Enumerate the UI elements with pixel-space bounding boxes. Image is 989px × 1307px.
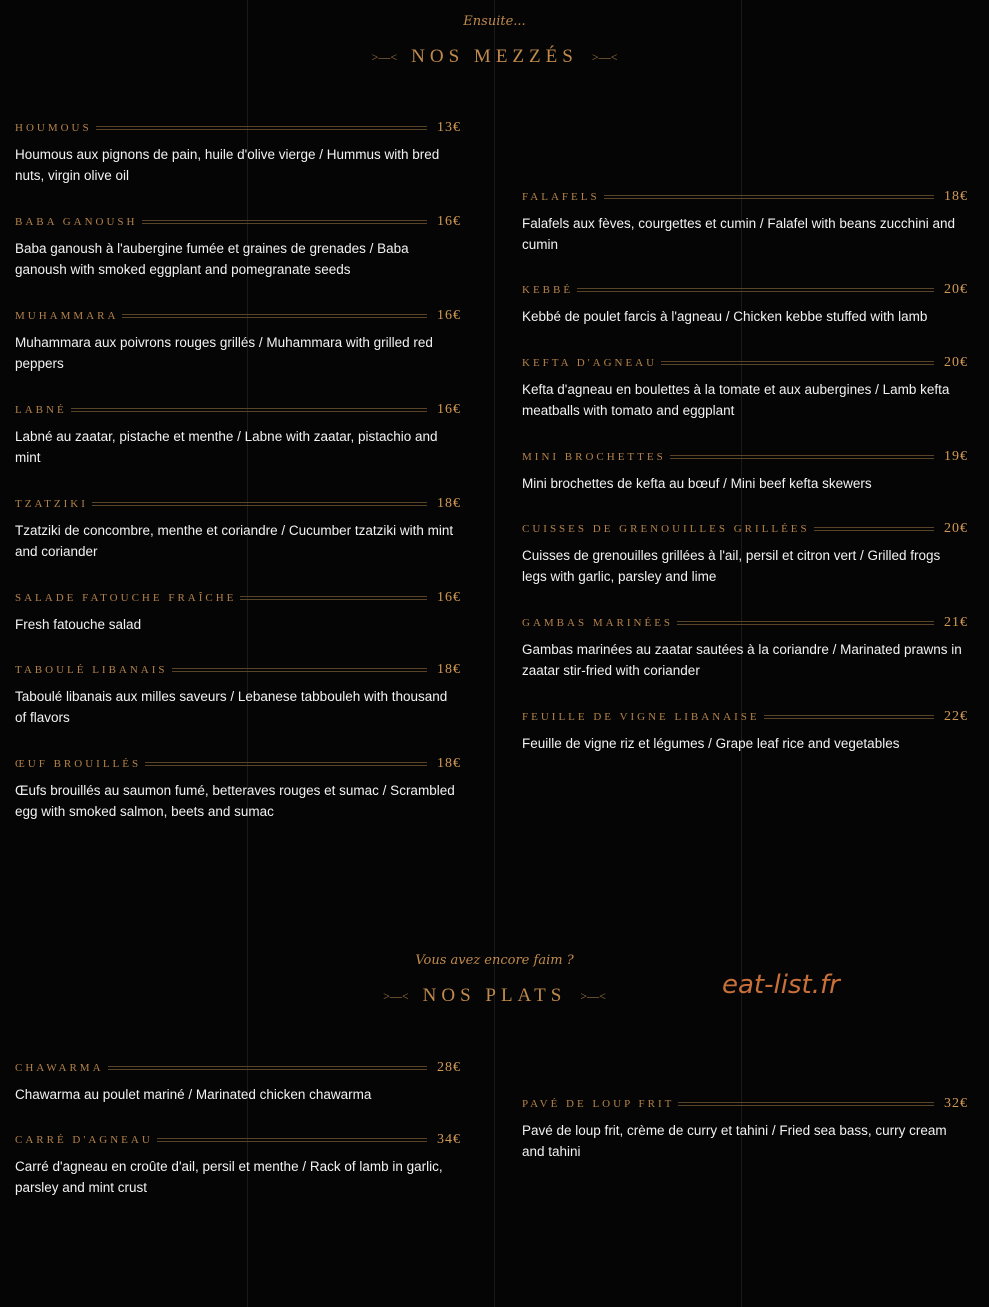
menu-item xyxy=(522,356,968,421)
menu-item-price: 18€ xyxy=(437,496,461,511)
divider xyxy=(814,527,934,531)
menu-item-name: SALADE FATOUCHE FRAÎCHE xyxy=(15,592,237,604)
mezzes-section-title xyxy=(0,46,989,68)
divider xyxy=(172,668,427,672)
menu-item-name: MINI BROCHETTES xyxy=(522,451,666,463)
menu-item-header xyxy=(522,710,968,724)
menu-item-price: 34€ xyxy=(437,1132,461,1147)
menu-item-name: KEFTA D'AGNEAU xyxy=(522,357,658,369)
menu-item-description: Labné au zaatar, pistache et menthe / Labne with zaatar, pistachio and mint xyxy=(15,429,438,465)
plats-title: NOS PLATS xyxy=(422,985,567,1006)
menu-item-header xyxy=(522,356,968,370)
divider xyxy=(764,715,934,719)
menu-item xyxy=(15,215,461,280)
divider xyxy=(71,408,427,412)
background-guide-line xyxy=(494,0,495,1307)
divider xyxy=(678,1102,934,1106)
menu-item-description: Fresh fatouche salad xyxy=(15,617,142,632)
menu-item-description: Gambas marinées au zaatar sautées à la coriandre / Marinated prawns in zaatar stir-fried with coriander xyxy=(522,642,962,678)
divider xyxy=(145,762,427,766)
menu-item-price: 16€ xyxy=(437,402,461,417)
menu-item-name: MUHAMMARA xyxy=(15,310,119,322)
menu-item xyxy=(15,591,461,635)
menu-item-header xyxy=(522,616,968,630)
divider xyxy=(157,1138,427,1142)
menu-item-name: BABA GANOUSH xyxy=(15,216,138,228)
menu-item-price: 22€ xyxy=(944,709,968,724)
menu-item-price: 18€ xyxy=(437,662,461,677)
menu-item xyxy=(522,450,968,494)
menu-item-header xyxy=(522,450,968,464)
menu-item xyxy=(522,190,968,255)
watermark: eat-list.fr xyxy=(722,970,840,1000)
menu-item-header xyxy=(15,757,461,771)
menu-item-name: KEBBÉ xyxy=(522,284,574,296)
divider xyxy=(577,288,934,292)
menu-item-name: ŒUF BROUILLÉS xyxy=(15,758,142,770)
menu-item-header xyxy=(15,309,461,323)
menu-item xyxy=(522,522,968,587)
menu-item-price: 16€ xyxy=(437,308,461,323)
menu-item-name: LABNÉ xyxy=(15,404,67,416)
divider xyxy=(661,361,934,365)
menu-item-header xyxy=(15,121,461,135)
menu-item-header xyxy=(522,190,968,204)
menu-item-price: 28€ xyxy=(437,1060,461,1075)
menu-item-name: CUISSES DE GRENOUILLES GRILLÉES xyxy=(522,523,810,535)
menu-item-header xyxy=(522,1097,968,1111)
menu-item-price: 20€ xyxy=(944,355,968,370)
background-guide-line xyxy=(247,0,248,1307)
menu-item xyxy=(15,1133,461,1198)
divider xyxy=(604,195,934,199)
menu-item-price: 16€ xyxy=(437,214,461,229)
menu-item-name: CARRÉ D'AGNEAU xyxy=(15,1134,153,1146)
menu-item-header xyxy=(15,663,461,677)
divider xyxy=(670,455,934,459)
menu-item-header xyxy=(15,215,461,229)
menu-item xyxy=(15,497,461,562)
mezzes-title: NOS MEZZÉS xyxy=(411,46,578,67)
menu-item-name: TABOULÉ LIBANAIS xyxy=(15,664,168,676)
menu-item-description: Carré d'agneau en croûte d'ail, persil et menthe / Rack of lamb in garlic, parsley and mint crust xyxy=(15,1159,443,1195)
plats-intro: Vous avez encore faim ? xyxy=(415,953,574,968)
ornament-right-icon: >—< xyxy=(580,989,606,1004)
menu-item xyxy=(522,1097,968,1162)
menu-item-header xyxy=(15,1061,461,1075)
menu-item xyxy=(522,283,968,327)
menu-item-header xyxy=(15,591,461,605)
divider xyxy=(142,220,428,224)
menu-item xyxy=(15,1061,461,1105)
menu-item-description: Mini brochettes de kefta au bœuf / Mini beef kefta skewers xyxy=(522,476,872,491)
menu-item-header xyxy=(15,497,461,511)
menu-item-name: FEUILLE DE VIGNE LIBANAISE xyxy=(522,711,760,723)
menu-item xyxy=(522,710,968,754)
menu-item xyxy=(15,403,461,468)
ornament-right-icon: >—< xyxy=(591,50,618,65)
divider xyxy=(240,596,427,600)
menu-item-description: Kefta d'agneau en boulettes à la tomate et aux aubergines / Lamb kefta meatballs with tomato and eggplant xyxy=(522,382,950,418)
menu-item-description: Muhammara aux poivrons rouges grillés / Muhammara with grilled red peppers xyxy=(15,335,433,371)
menu-item xyxy=(15,757,461,822)
menu-item-price: 18€ xyxy=(944,189,968,204)
menu-item-price: 32€ xyxy=(944,1096,968,1111)
menu-item-header xyxy=(15,1133,461,1147)
menu-item-description: Falafels aux fèves, courgettes et cumin / Falafel with beans zucchini and cumin xyxy=(522,216,955,252)
menu-item xyxy=(15,309,461,374)
menu-item-header xyxy=(522,283,968,297)
menu-item-price: 18€ xyxy=(437,756,461,771)
menu-item-price: 20€ xyxy=(944,521,968,536)
menu-item-description: Pavé de loup frit, crème de curry et tahini / Fried sea bass, curry cream and tahini xyxy=(522,1123,947,1159)
menu-item-description: Kebbé de poulet farcis à l'agneau / Chicken kebbe stuffed with lamb xyxy=(522,309,928,324)
menu-item-header xyxy=(15,403,461,417)
menu-item-description: Feuille de vigne riz et légumes / Grape leaf rice and vegetables xyxy=(522,736,900,751)
menu-item-description: Houmous aux pignons de pain, huile d'olive vierge / Hummus with bred nuts, virgin olive oil xyxy=(15,147,440,183)
menu-item-name: HOUMOUS xyxy=(15,122,92,134)
divider xyxy=(96,126,427,130)
ornament-left-icon: >—< xyxy=(383,989,409,1004)
menu-item-price: 20€ xyxy=(944,282,968,297)
menu-item-name: FALAFELS xyxy=(522,191,600,203)
divider xyxy=(677,621,934,625)
divider xyxy=(122,314,427,318)
mezzes-intro: Ensuite... xyxy=(463,14,526,29)
divider xyxy=(92,502,427,506)
menu-item-description: Taboulé libanais aux milles saveurs / Lebanese tabbouleh with thousand of flavors xyxy=(15,689,448,725)
menu-item-name: CHAWARMA xyxy=(15,1062,104,1074)
menu-item-name: PAVÉ DE LOUP FRIT xyxy=(522,1098,675,1110)
menu-item-name: TZATZIKI xyxy=(15,498,88,510)
menu-item-price: 19€ xyxy=(944,449,968,464)
divider xyxy=(108,1066,427,1070)
menu-item-price: 16€ xyxy=(437,590,461,605)
menu-item-header xyxy=(522,522,968,536)
menu-item xyxy=(15,121,461,186)
menu-item xyxy=(15,663,461,728)
menu-item-name: GAMBAS MARINÉES xyxy=(522,617,674,629)
menu-item-description: Baba ganoush à l'aubergine fumée et graines de grenades / Baba ganoush with smoked eggplant and pomegranate seeds xyxy=(15,241,409,277)
menu-item-price: 21€ xyxy=(944,615,968,630)
menu-item-description: Chawarma au poulet mariné / Marinated chicken chawarma xyxy=(15,1087,372,1102)
menu-item-description: Œufs brouillés au saumon fumé, betteraves rouges et sumac / Scrambled egg with smoked salmon, beets and sumac xyxy=(15,783,455,819)
menu-item-description: Tzatziki de concombre, menthe et coriandre / Cucumber tzatziki with mint and coriander xyxy=(15,523,454,559)
plats-section-title xyxy=(0,985,989,1007)
ornament-left-icon: >—< xyxy=(371,50,398,65)
menu-item xyxy=(522,616,968,681)
menu-item-description: Cuisses de grenouilles grillées à l'ail, persil et citron vert / Grilled frogs legs with garlic, parsley and lime xyxy=(522,548,941,584)
menu-item-price: 13€ xyxy=(437,120,461,135)
